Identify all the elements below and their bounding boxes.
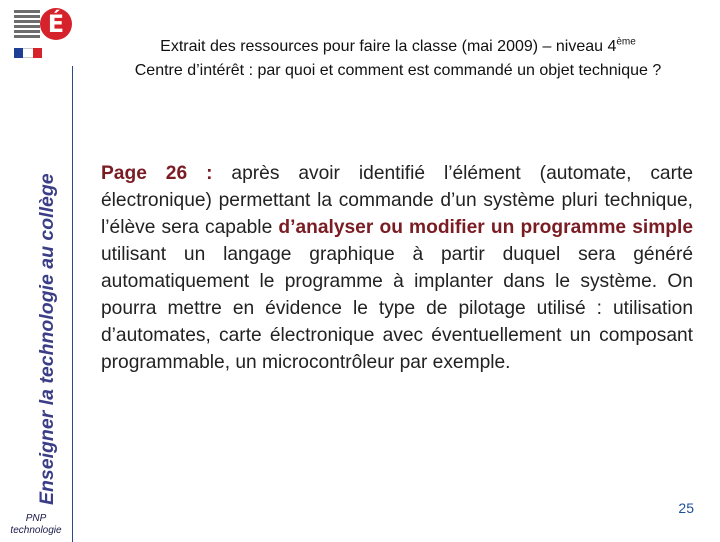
logo-letter-e-icon: É	[40, 8, 72, 40]
body-text-a: après avoir identifié l’élément (automate, carte électronique) permettant la commande d’un système pluri technique, l’élève sera capable	[101, 163, 694, 238]
header-line2: Centre d’intérêt : par quoi et comment est commandé un objet technique ?	[134, 62, 662, 79]
slide-header	[80, 35, 716, 83]
header-line1	[80, 35, 716, 59]
flag-white	[23, 48, 32, 58]
ministry-logo	[14, 4, 70, 58]
pnp-label	[0, 513, 72, 537]
page-number: 25	[678, 500, 694, 516]
body-emphasis: d’analyser ou modifier un programme simple	[278, 217, 693, 238]
header-line1-sup: ème	[616, 36, 636, 48]
french-flag-icon	[14, 48, 42, 58]
body-text-b: utilisant un langage graphique à partir duquel sera généré automatiquement le programme à implanter dans le système. On pourra mettre en évidence le type de pilotage utilisé : utilisation d’automates, carte électronique avec éventuellement un composant programmable, un microcontrôleur par exemple.	[101, 244, 693, 373]
sidebar	[0, 0, 72, 540]
pnp-line2: technologie	[10, 525, 62, 536]
pnp-line1: PNP	[25, 513, 47, 524]
body-paragraph	[101, 160, 693, 376]
page-reference: Page 26 :	[101, 163, 213, 184]
header-line1-text: Extrait des ressources pour faire la classe (mai 2009) – niveau 4	[160, 38, 617, 55]
flag-blue	[14, 48, 23, 58]
sidebar-divider	[72, 66, 73, 542]
vertical-title: Enseigner la technologie au collège	[36, 173, 58, 505]
flag-red	[33, 48, 42, 58]
